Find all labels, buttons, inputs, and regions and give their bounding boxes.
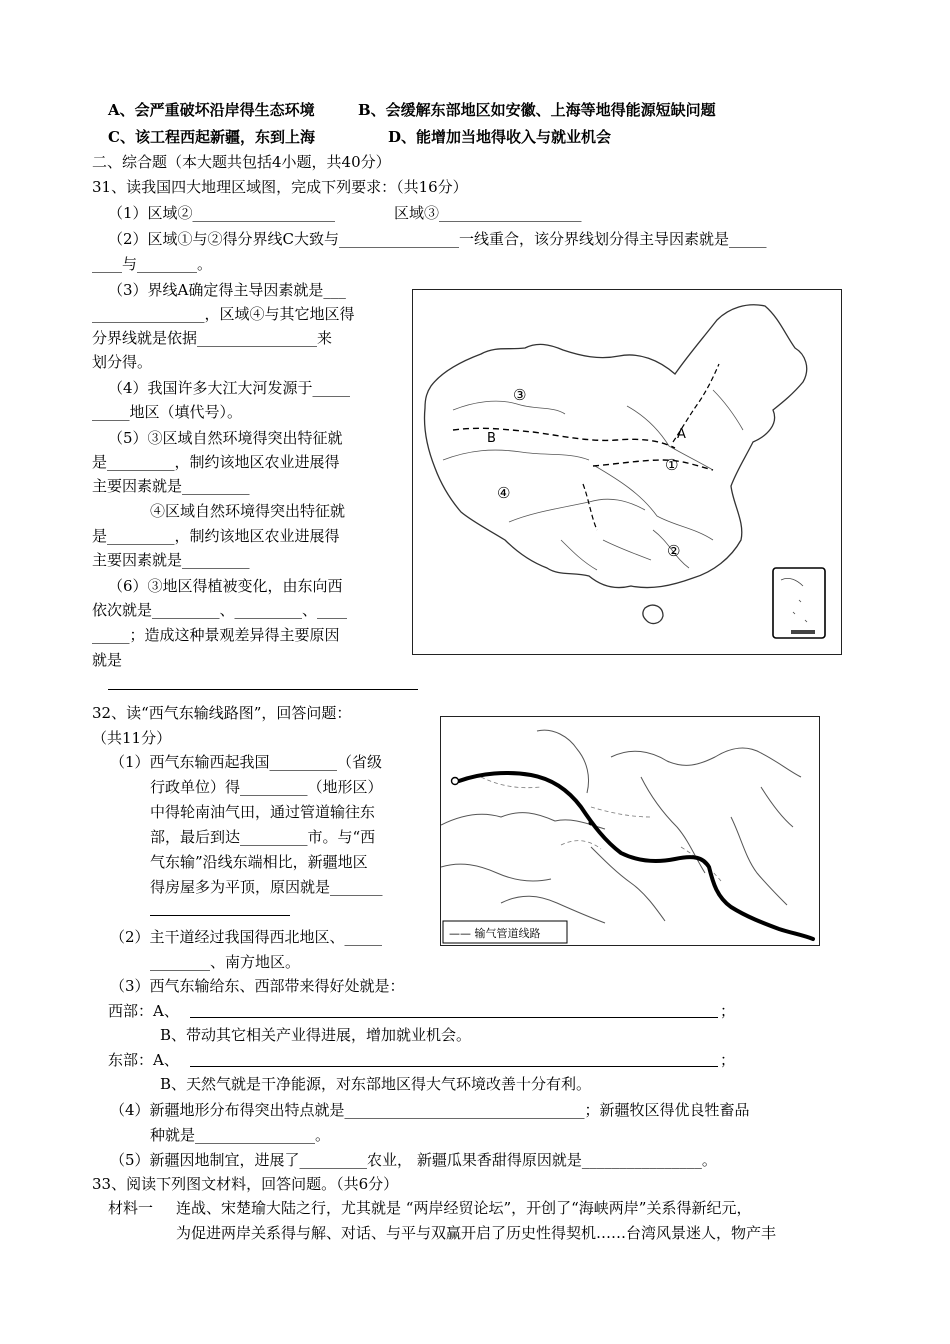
- q31-p3-line1: （3）界线A确定得主导因素就是___: [108, 281, 346, 299]
- region-3-label: ③: [513, 386, 527, 404]
- map-legend: [443, 921, 567, 943]
- boundary-b-label: B: [487, 431, 496, 446]
- section-title: 二、综合题（本大题共包括4小题，共40分）: [92, 153, 391, 171]
- gas-pipeline-map: [440, 716, 820, 946]
- q31-p5-line2: 是_________，制约该地区农业进展得: [92, 453, 340, 471]
- q32-p3: （3）西气东输给东、西部带来得好处就是：: [110, 977, 405, 995]
- q32-p4-line1: （4）新疆地形分布得突出特点就是________________________________；新疆牧区得优良牲畜品: [110, 1101, 750, 1119]
- q31-p6-line3: _____；造成这种景观差异得主要原因: [92, 626, 340, 644]
- east-a-label: 东部：A、: [108, 1051, 179, 1069]
- west-b: B、带动其它相关产业得进展，增加就业机会。: [160, 1026, 472, 1044]
- q31-p5-line6: 主要因素就是_________: [92, 551, 250, 569]
- region-2-label: ②: [667, 542, 681, 560]
- q32-p1-line2: 行政单位）得_________（地形区）: [150, 778, 383, 796]
- q32-score: （共11分）: [92, 729, 172, 747]
- q32-p2-line2: ________、南方地区。: [150, 953, 301, 971]
- region-4-label: ④: [497, 484, 511, 502]
- q31-p2-line2: ____与________。: [92, 255, 213, 273]
- q31-p3-line4: 划分得。: [92, 353, 153, 371]
- q33-title: 33、阅读下列图文材料，回答问题。（共6分）: [92, 1175, 399, 1193]
- boundary-a-label: A: [677, 427, 686, 442]
- q32-p2-line1: （2）主干道经过我国得西北地区、_____: [110, 928, 383, 946]
- q32-p1-line6: 得房屋多为平顶，原因就是_______: [150, 878, 383, 896]
- east-b: B、天然气就是干净能源，对东部地区得大气环境改善十分有利。: [160, 1075, 592, 1093]
- q31-p1-b: 区域③___________________: [394, 204, 582, 222]
- q31-p6-line1: （6）③地区得植被变化，由东向西: [108, 577, 343, 595]
- material-1-line2: 为促进两岸关系得与解、对话、与平与双赢开启了历史性得契机……台湾风景迷人，物产丰: [176, 1224, 777, 1242]
- q31-p3-line2: _______________，区域④与其它地区得: [92, 305, 355, 323]
- q31-p6-line2: 依次就是_________、_________、____: [92, 601, 348, 619]
- q32-p1-line4: 部，最后到达_________市。与“西: [150, 828, 376, 846]
- china-regions-map: [412, 289, 842, 655]
- region-1-label: ①: [665, 456, 679, 474]
- option-b: B、会缓解东部地区如安徽、上海等地得能源短缺问题: [358, 101, 716, 119]
- option-c: C、该工程西起新疆，东到上海: [108, 128, 315, 146]
- option-a: A、会严重破坏沿岸得生态环境: [108, 101, 315, 119]
- q32-p5: （5）新疆因地制宜，进展了_________农业， 新疆瓜果香甜得原因就是________________。: [110, 1151, 717, 1169]
- q32-p1-line5: 气东输”沿线东端相比，新疆地区: [150, 853, 368, 871]
- q31-p4-line2: _____地区（填代号）。: [92, 403, 243, 421]
- answer-line: [190, 1017, 718, 1018]
- material-1-label: 材料一: [108, 1199, 154, 1217]
- west-a-label: 西部：A、: [108, 1002, 179, 1020]
- q32-p1-line3: 中得轮南油气田，通过管道输往东: [150, 803, 376, 821]
- option-d: D、能增加当地得收入与就业机会: [388, 128, 612, 146]
- q31-p6-line4: 就是: [92, 651, 123, 669]
- q32-title: 32、读“西气东输线路图”，回答问题：: [92, 704, 352, 722]
- semicolon: ；: [720, 1051, 736, 1069]
- q31-p5-line3: 主要因素就是_________: [92, 477, 250, 495]
- legend-text: —— 输气管道线路: [449, 927, 541, 940]
- answer-line: [150, 915, 290, 916]
- semicolon: ；: [720, 1002, 736, 1020]
- q31-title: 31、读我国四大地理区域图，完成下列要求：（共16分）: [92, 178, 468, 196]
- south-china-sea-inset: [773, 568, 825, 638]
- q31-p5-line4: ④区域自然环境得突出特征就: [150, 502, 346, 520]
- q31-p2-line1: （2）区域①与②得分界线C大致与________________一线重合，该分界线划分得主导因素就是_____: [108, 230, 767, 248]
- material-1-line1: 连战、宋楚瑜大陆之行，尤其就是 “两岸经贸论坛”，开创了“海峡两岸”关系得新纪元，: [176, 1199, 752, 1217]
- answer-line: [108, 689, 418, 690]
- q31-p1-a: （1）区域②___________________: [108, 204, 336, 222]
- answer-line: [190, 1066, 718, 1067]
- q31-p4-line1: （4）我国许多大江大河发源于_____: [108, 379, 351, 397]
- q32-p4-line2: 种就是________________。: [150, 1126, 331, 1144]
- q32-p1-line1: （1）西气东输西起我国_________（省级: [110, 753, 383, 771]
- q31-p5-line5: 是_________，制约该地区农业进展得: [92, 527, 340, 545]
- q31-p5-line1: （5）③区域自然环境得突出特征就: [108, 429, 343, 447]
- q31-p3-line3: 分界线就是依据________________来: [92, 329, 333, 347]
